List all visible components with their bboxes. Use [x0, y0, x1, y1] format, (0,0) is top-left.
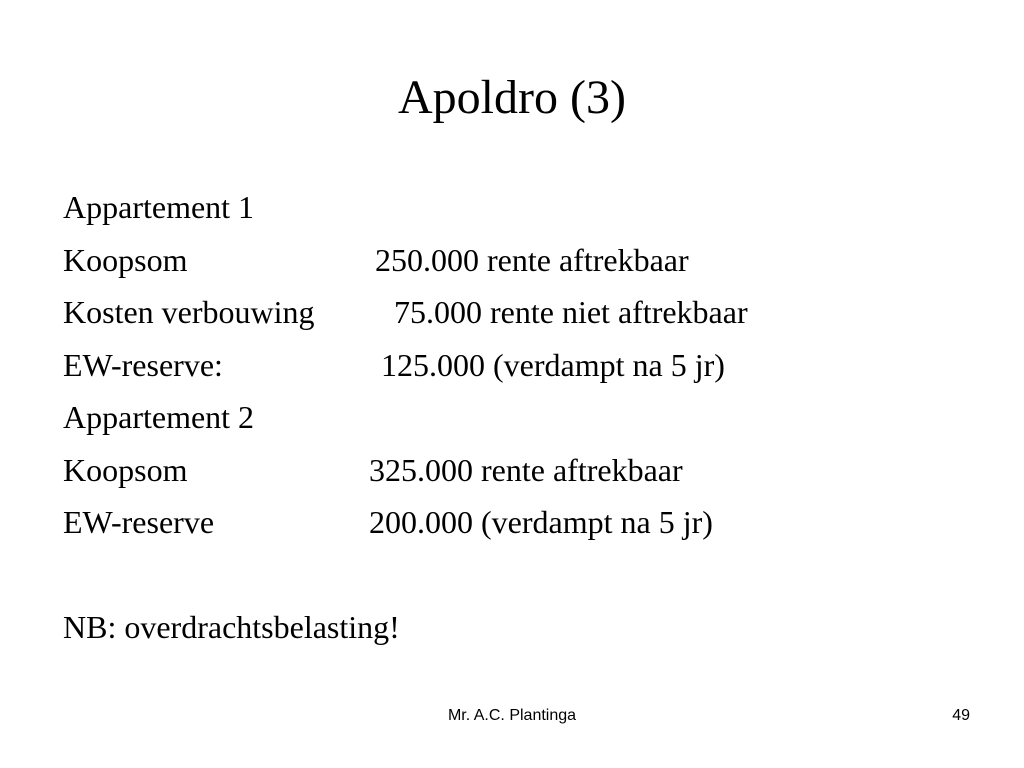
line-label: Koopsom — [63, 451, 188, 488]
row-kosten-verbouwing — [63, 286, 1003, 339]
slide-body — [63, 181, 1003, 654]
line-label: Appartement 1 — [63, 189, 255, 225]
footer-author: Mr. A.C. Plantinga — [447, 707, 577, 724]
row-ew-reserve-1 — [63, 339, 1003, 392]
row-ew-reserve-2 — [63, 496, 1003, 549]
line-value: 75.000 rente niet aftrekbaar — [394, 294, 748, 330]
row-koopsom-2 — [63, 444, 1003, 497]
line-value: 250.000 rente aftrekbaar — [375, 241, 689, 278]
line-value: 325.000 rente aftrekbaar — [369, 451, 683, 488]
line-label: Appartement 2 — [63, 399, 255, 435]
line-label: NB: overdrachtsbelasting! — [63, 609, 400, 645]
page-number: 49 — [952, 707, 970, 724]
line-value: 200.000 (verdampt na 5 jr) — [369, 504, 713, 540]
line-label: EW-reserve: — [63, 346, 223, 383]
slide-title: Apoldro (3) — [398, 71, 626, 124]
section-heading-appartement-1 — [63, 181, 1003, 234]
line-label: Kosten verbouwing — [63, 294, 315, 330]
blank-line — [63, 549, 1003, 602]
line-label: Koopsom — [63, 241, 188, 278]
line-label: EW-reserve — [63, 504, 215, 540]
note-overdrachtsbelasting — [63, 601, 1003, 654]
line-value: 125.000 (verdampt na 5 jr) — [381, 346, 725, 383]
section-heading-appartement-2 — [63, 391, 1003, 444]
row-koopsom-1 — [63, 234, 1003, 287]
